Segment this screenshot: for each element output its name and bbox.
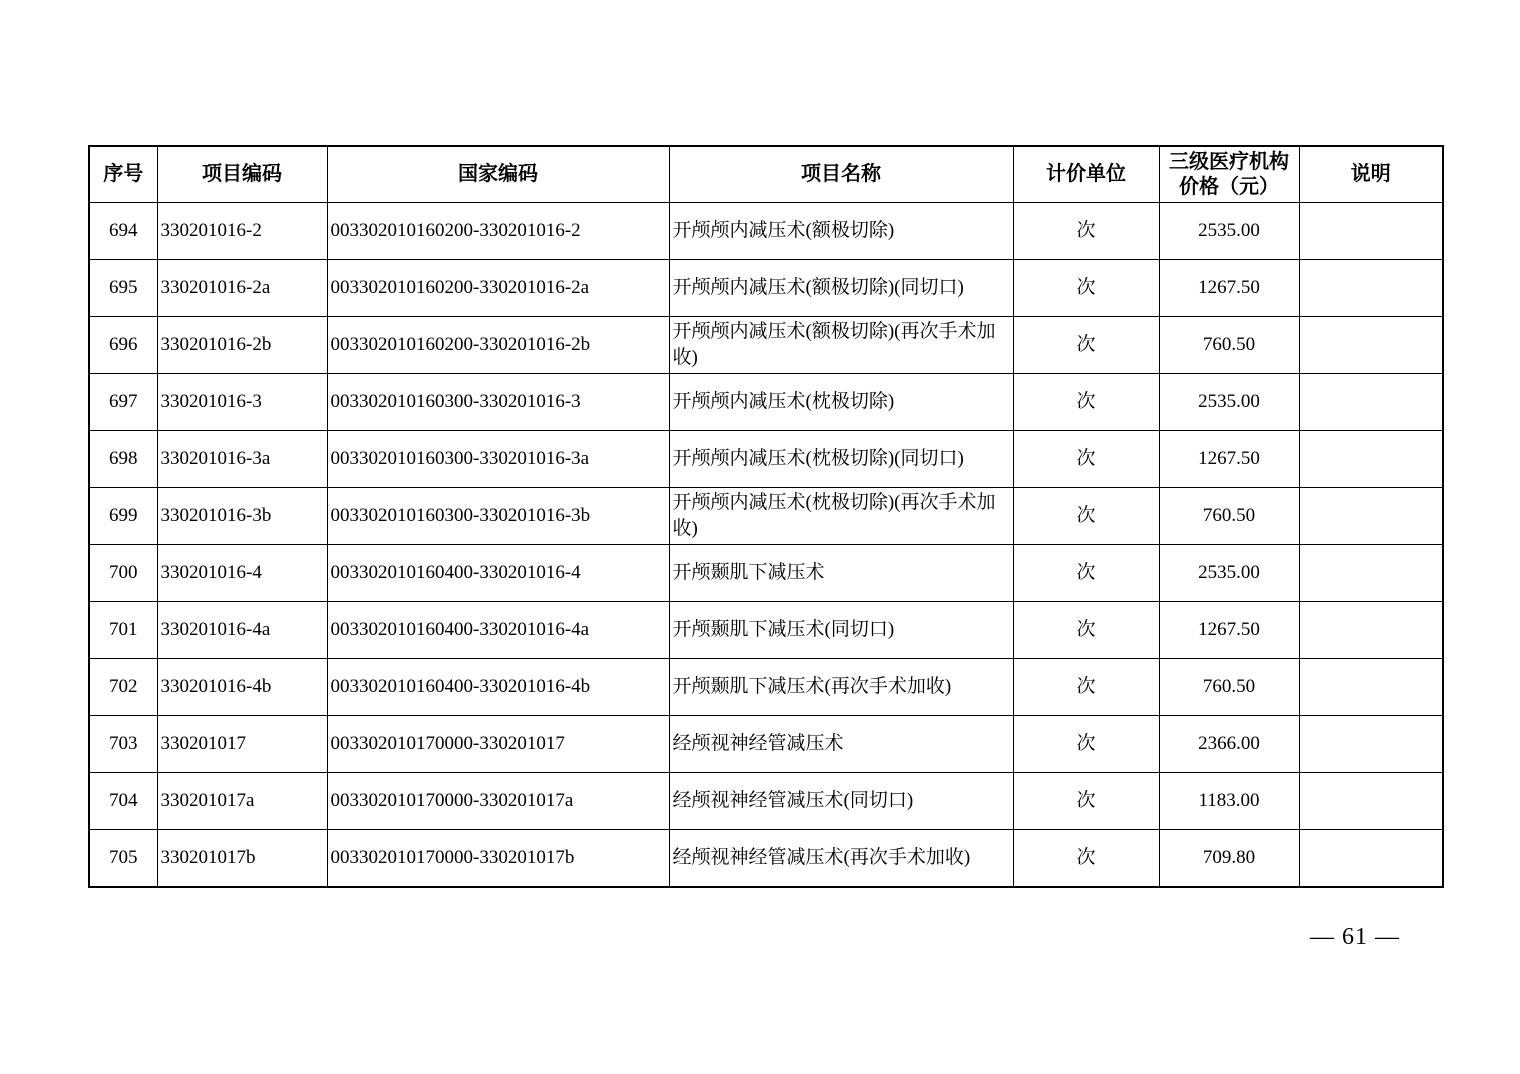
national-code-cell: 003302010160300-330201016-3a (327, 431, 669, 488)
note-cell (1299, 773, 1443, 830)
code-cell: 330201017 (157, 716, 327, 773)
name-cell: 开颅颅内减压术(枕极切除)(同切口) (669, 431, 1013, 488)
seq-cell: 700 (89, 545, 157, 602)
medical-price-table (88, 145, 1444, 888)
price-cell: 2535.00 (1159, 374, 1299, 431)
code-cell: 330201016-4a (157, 602, 327, 659)
unit-cell: 次 (1013, 317, 1159, 374)
seq-cell: 704 (89, 773, 157, 830)
header-seq: 序号 (89, 146, 157, 203)
note-cell (1299, 659, 1443, 716)
note-cell (1299, 545, 1443, 602)
national-code-cell: 003302010160200-330201016-2a (327, 260, 669, 317)
national-code-cell: 003302010170000-330201017 (327, 716, 669, 773)
note-cell (1299, 830, 1443, 888)
seq-cell: 696 (89, 317, 157, 374)
code-cell: 330201016-3 (157, 374, 327, 431)
unit-cell: 次 (1013, 773, 1159, 830)
national-code-cell: 003302010160200-330201016-2 (327, 203, 669, 260)
name-cell: 开颅颅内减压术(额极切除) (669, 203, 1013, 260)
price-cell: 1267.50 (1159, 260, 1299, 317)
price-cell: 1267.50 (1159, 431, 1299, 488)
national-code-cell: 003302010170000-330201017a (327, 773, 669, 830)
table-row (89, 773, 1443, 830)
table-row (89, 602, 1443, 659)
price-cell: 1267.50 (1159, 602, 1299, 659)
unit-cell: 次 (1013, 716, 1159, 773)
seq-cell: 694 (89, 203, 157, 260)
price-cell: 760.50 (1159, 488, 1299, 545)
price-cell: 709.80 (1159, 830, 1299, 888)
code-cell: 330201016-4 (157, 545, 327, 602)
page-number: — 61 — (1310, 924, 1400, 950)
seq-cell: 701 (89, 602, 157, 659)
code-cell: 330201016-3b (157, 488, 327, 545)
seq-cell: 698 (89, 431, 157, 488)
table-row (89, 203, 1443, 260)
seq-cell: 699 (89, 488, 157, 545)
name-cell: 开颅颅内减压术(额极切除)(再次手术加收) (669, 317, 1013, 374)
table-row (89, 488, 1443, 545)
price-cell: 2535.00 (1159, 203, 1299, 260)
table-row (89, 659, 1443, 716)
table-row (89, 431, 1443, 488)
note-cell (1299, 374, 1443, 431)
name-cell: 开颅颞肌下减压术(同切口) (669, 602, 1013, 659)
national-code-cell: 003302010160400-330201016-4b (327, 659, 669, 716)
header-note: 说明 (1299, 146, 1443, 203)
code-cell: 330201016-2 (157, 203, 327, 260)
name-cell: 开颅颞肌下减压术 (669, 545, 1013, 602)
unit-cell: 次 (1013, 374, 1159, 431)
name-cell: 开颅颅内减压术(枕极切除) (669, 374, 1013, 431)
national-code-cell: 003302010160200-330201016-2b (327, 317, 669, 374)
code-cell: 330201016-4b (157, 659, 327, 716)
name-cell: 经颅视神经管减压术(同切口) (669, 773, 1013, 830)
unit-cell: 次 (1013, 830, 1159, 888)
table-row (89, 260, 1443, 317)
table-row (89, 374, 1443, 431)
code-cell: 330201017a (157, 773, 327, 830)
code-cell: 330201016-2a (157, 260, 327, 317)
unit-cell: 次 (1013, 488, 1159, 545)
unit-cell: 次 (1013, 602, 1159, 659)
national-code-cell: 003302010160400-330201016-4a (327, 602, 669, 659)
header-price-line1: 三级医疗机构 (1169, 150, 1289, 173)
name-cell: 开颅颞肌下减压术(再次手术加收) (669, 659, 1013, 716)
name-cell: 经颅视神经管减压术(再次手术加收) (669, 830, 1013, 888)
unit-cell: 次 (1013, 260, 1159, 317)
note-cell (1299, 317, 1443, 374)
name-cell: 开颅颅内减压术(额极切除)(同切口) (669, 260, 1013, 317)
unit-cell: 次 (1013, 659, 1159, 716)
price-cell: 760.50 (1159, 659, 1299, 716)
header-price (1159, 146, 1299, 203)
header-project-code: 项目编码 (157, 146, 327, 203)
note-cell (1299, 716, 1443, 773)
seq-cell: 702 (89, 659, 157, 716)
national-code-cell: 003302010160400-330201016-4 (327, 545, 669, 602)
unit-cell: 次 (1013, 431, 1159, 488)
price-cell: 2535.00 (1159, 545, 1299, 602)
code-cell: 330201016-3a (157, 431, 327, 488)
seq-cell: 705 (89, 830, 157, 888)
seq-cell: 695 (89, 260, 157, 317)
note-cell (1299, 260, 1443, 317)
national-code-cell: 003302010160300-330201016-3 (327, 374, 669, 431)
seq-cell: 703 (89, 716, 157, 773)
table-row (89, 830, 1443, 888)
unit-cell: 次 (1013, 203, 1159, 260)
note-cell (1299, 602, 1443, 659)
header-price-line2: 价格（元） (1179, 175, 1279, 198)
table-header-row (89, 146, 1443, 203)
header-project-name: 项目名称 (669, 146, 1013, 203)
note-cell (1299, 203, 1443, 260)
price-cell: 1183.00 (1159, 773, 1299, 830)
unit-cell: 次 (1013, 545, 1159, 602)
price-cell: 760.50 (1159, 317, 1299, 374)
code-cell: 330201017b (157, 830, 327, 888)
seq-cell: 697 (89, 374, 157, 431)
table-row (89, 317, 1443, 374)
name-cell: 开颅颅内减压术(枕极切除)(再次手术加收) (669, 488, 1013, 545)
table-row (89, 716, 1443, 773)
name-cell: 经颅视神经管减压术 (669, 716, 1013, 773)
national-code-cell: 003302010170000-330201017b (327, 830, 669, 888)
price-cell: 2366.00 (1159, 716, 1299, 773)
national-code-cell: 003302010160300-330201016-3b (327, 488, 669, 545)
header-national-code: 国家编码 (327, 146, 669, 203)
code-cell: 330201016-2b (157, 317, 327, 374)
note-cell (1299, 431, 1443, 488)
table-row (89, 545, 1443, 602)
note-cell (1299, 488, 1443, 545)
header-unit: 计价单位 (1013, 146, 1159, 203)
